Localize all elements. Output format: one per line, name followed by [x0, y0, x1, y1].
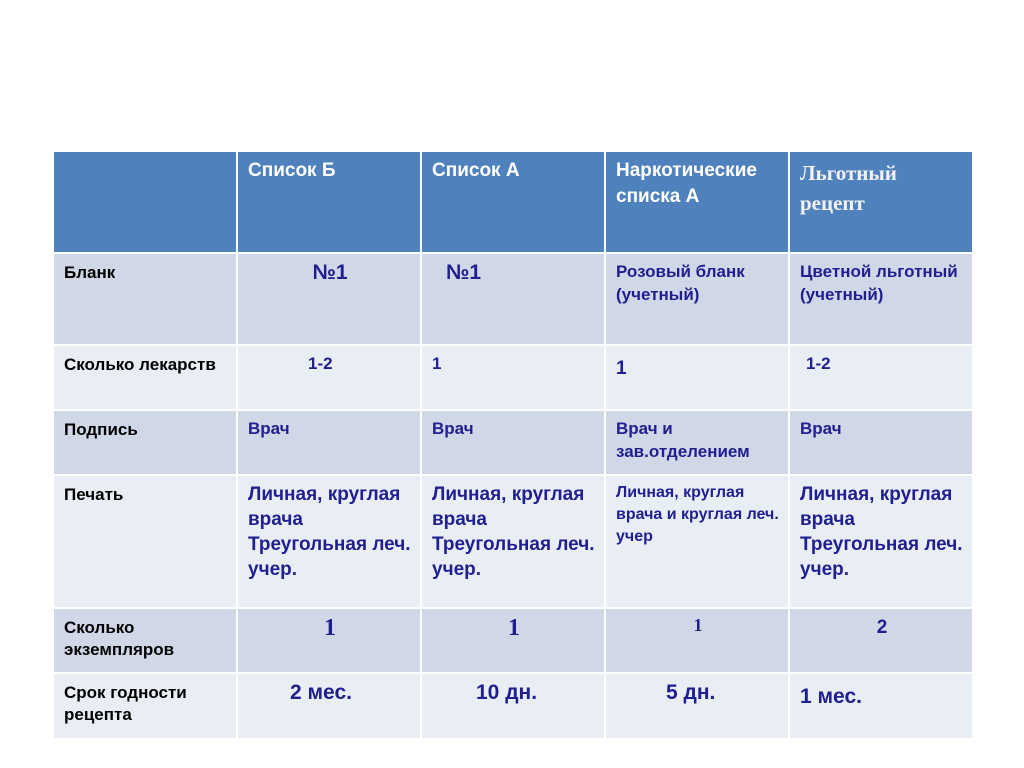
cell-signature-list-b: Врач: [237, 410, 421, 475]
header-list-a: Список А: [421, 151, 605, 253]
header-list-b: Список Б: [237, 151, 421, 253]
header-row: [53, 151, 973, 253]
cell-form-list-a: №1: [421, 253, 605, 345]
cell-copies-list-b: 1: [237, 608, 421, 673]
cell-form-narcotics: Розовый бланк (учетный): [605, 253, 789, 345]
cell-validity-list-a: 10 дн.: [421, 673, 605, 739]
header-preferential-prescription: Льготный рецепт: [789, 151, 973, 253]
header-narcotics-list-a: Наркотические списка А: [605, 151, 789, 253]
row-label-signature: Подпись: [53, 410, 237, 475]
cell-stamp-narcotics: Личная, круглая врача и круглая леч. учер: [605, 475, 789, 608]
cell-signature-narcotics: Врач и зав.отделением: [605, 410, 789, 475]
cell-form-list-b: №1: [237, 253, 421, 345]
table-row: [53, 410, 973, 475]
table-row: [53, 475, 973, 608]
cell-copies-list-a: 1: [421, 608, 605, 673]
prescription-table-container: [52, 150, 974, 740]
cell-stamp-list-a: Личная, круглая врача Треугольная леч. учер.: [421, 475, 605, 608]
cell-stamp-list-b: Личная, круглая врача Треугольная леч. учер.: [237, 475, 421, 608]
prescription-comparison-table: [52, 150, 974, 740]
row-label-validity: Срок годности рецепта: [53, 673, 237, 739]
cell-validity-preferential: 1 мес.: [789, 673, 973, 739]
cell-validity-list-b: 2 мес.: [237, 673, 421, 739]
cell-signature-preferential: Врач: [789, 410, 973, 475]
cell-count-narcotics: 1: [605, 345, 789, 410]
row-label-copies: Сколько экземпляров: [53, 608, 237, 673]
cell-count-list-b: 1-2: [237, 345, 421, 410]
header-corner: [53, 151, 237, 253]
cell-copies-preferential: 2: [789, 608, 973, 673]
cell-validity-narcotics: 5 дн.: [605, 673, 789, 739]
row-label-drug-count: Сколько лекарств: [53, 345, 237, 410]
table-row: [53, 345, 973, 410]
table-row: [53, 253, 973, 345]
cell-count-preferential: 1-2: [789, 345, 973, 410]
row-label-form: Бланк: [53, 253, 237, 345]
cell-count-list-a: 1: [421, 345, 605, 410]
cell-signature-list-a: Врач: [421, 410, 605, 475]
cell-stamp-preferential: Личная, круглая врача Треугольная леч. учер.: [789, 475, 973, 608]
row-label-stamp: Печать: [53, 475, 237, 608]
cell-form-preferential: Цветной льготный (учетный): [789, 253, 973, 345]
table-row: [53, 673, 973, 739]
table-row: [53, 608, 973, 673]
cell-copies-narcotics: 1: [605, 608, 789, 673]
